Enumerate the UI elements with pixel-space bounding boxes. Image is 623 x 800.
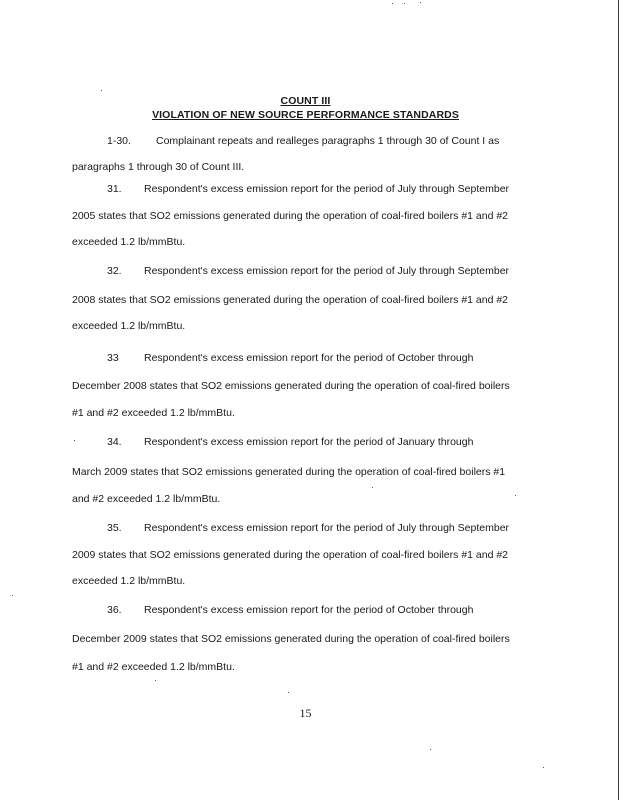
paragraph-line: paragraphs 1 through 30 of Count III. [72, 161, 245, 173]
paragraph-line: and #2 exceeded 1.2 lb/mmBtu. [72, 493, 221, 505]
paragraph-line: #1 and #2 exceeded 1.2 lb/mmBtu. [72, 407, 235, 419]
scan-speck [12, 595, 13, 596]
paragraph-line: 2005 states that SO2 emissions generated during the operation of coal-fired boilers #1 and #2 [72, 210, 509, 222]
paragraph-number: 33 [107, 352, 119, 364]
paragraph-line: Respondent's excess emission report for the period of October through [144, 352, 474, 364]
scan-speck [420, 2, 421, 3]
scan-edge-line [618, 0, 619, 800]
scan-speck [543, 767, 544, 768]
paragraph-line: March 2009 states that SO2 emissions generated during the operation of coal-fired boilers #1 [72, 466, 506, 478]
scan-speck [74, 440, 75, 441]
paragraph-line: Respondent's excess emission report for the period of July through September [144, 265, 510, 277]
paragraph-line: 2008 states that SO2 emissions generated during the operation of coal-fired boilers #1 and #2 [72, 294, 509, 306]
paragraph-line: exceeded 1.2 lb/mmBtu. [72, 575, 186, 587]
section-title: VIOLATION OF NEW SOURCE PERFORMANCE STANDARDS [152, 109, 459, 121]
paragraph-number: 36. [107, 604, 122, 616]
paragraph-line: Respondent's excess emission report for the period of January through [144, 436, 474, 448]
count-heading: COUNT III [280, 95, 331, 107]
scan-speck [404, 3, 405, 4]
scan-speck [392, 3, 393, 4]
paragraph-line: exceeded 1.2 lb/mmBtu. [72, 236, 186, 248]
paragraph-number: 34. [107, 436, 122, 448]
paragraph-line: exceeded 1.2 lb/mmBtu. [72, 320, 186, 332]
scan-speck [515, 495, 516, 496]
scan-speck [372, 487, 373, 488]
paragraph-line: Respondent's excess emission report for the period of October through [144, 604, 474, 616]
scan-speck [155, 680, 156, 681]
scan-speck [288, 692, 289, 693]
paragraph-number: 35. [107, 522, 122, 534]
scan-speck [101, 90, 102, 91]
paragraph-number: 1-30. [107, 135, 131, 147]
paragraph-line: December 2008 states that SO2 emissions generated during the operation of coal-fired boilers [72, 380, 510, 392]
paragraph-line: Respondent's excess emission report for the period of July through September [144, 522, 510, 534]
paragraph-line: Complainant repeats and realleges paragraphs 1 through 30 of Count I as [156, 135, 500, 147]
paragraph-number: 32. [107, 265, 122, 277]
paragraph-line: 2009 states that SO2 emissions generated during the operation of coal-fired boilers #1 and #2 [72, 549, 509, 561]
paragraph-line: December 2009 states that SO2 emissions generated during the operation of coal-fired boilers [72, 633, 510, 645]
paragraph-number: 31. [107, 183, 122, 195]
paragraph-line: Respondent's excess emission report for the period of July through September [144, 183, 510, 195]
page-number: 15 [299, 706, 312, 720]
paragraph-line: #1 and #2 exceeded 1.2 lb/mmBtu. [72, 661, 235, 673]
scan-speck [430, 749, 431, 750]
